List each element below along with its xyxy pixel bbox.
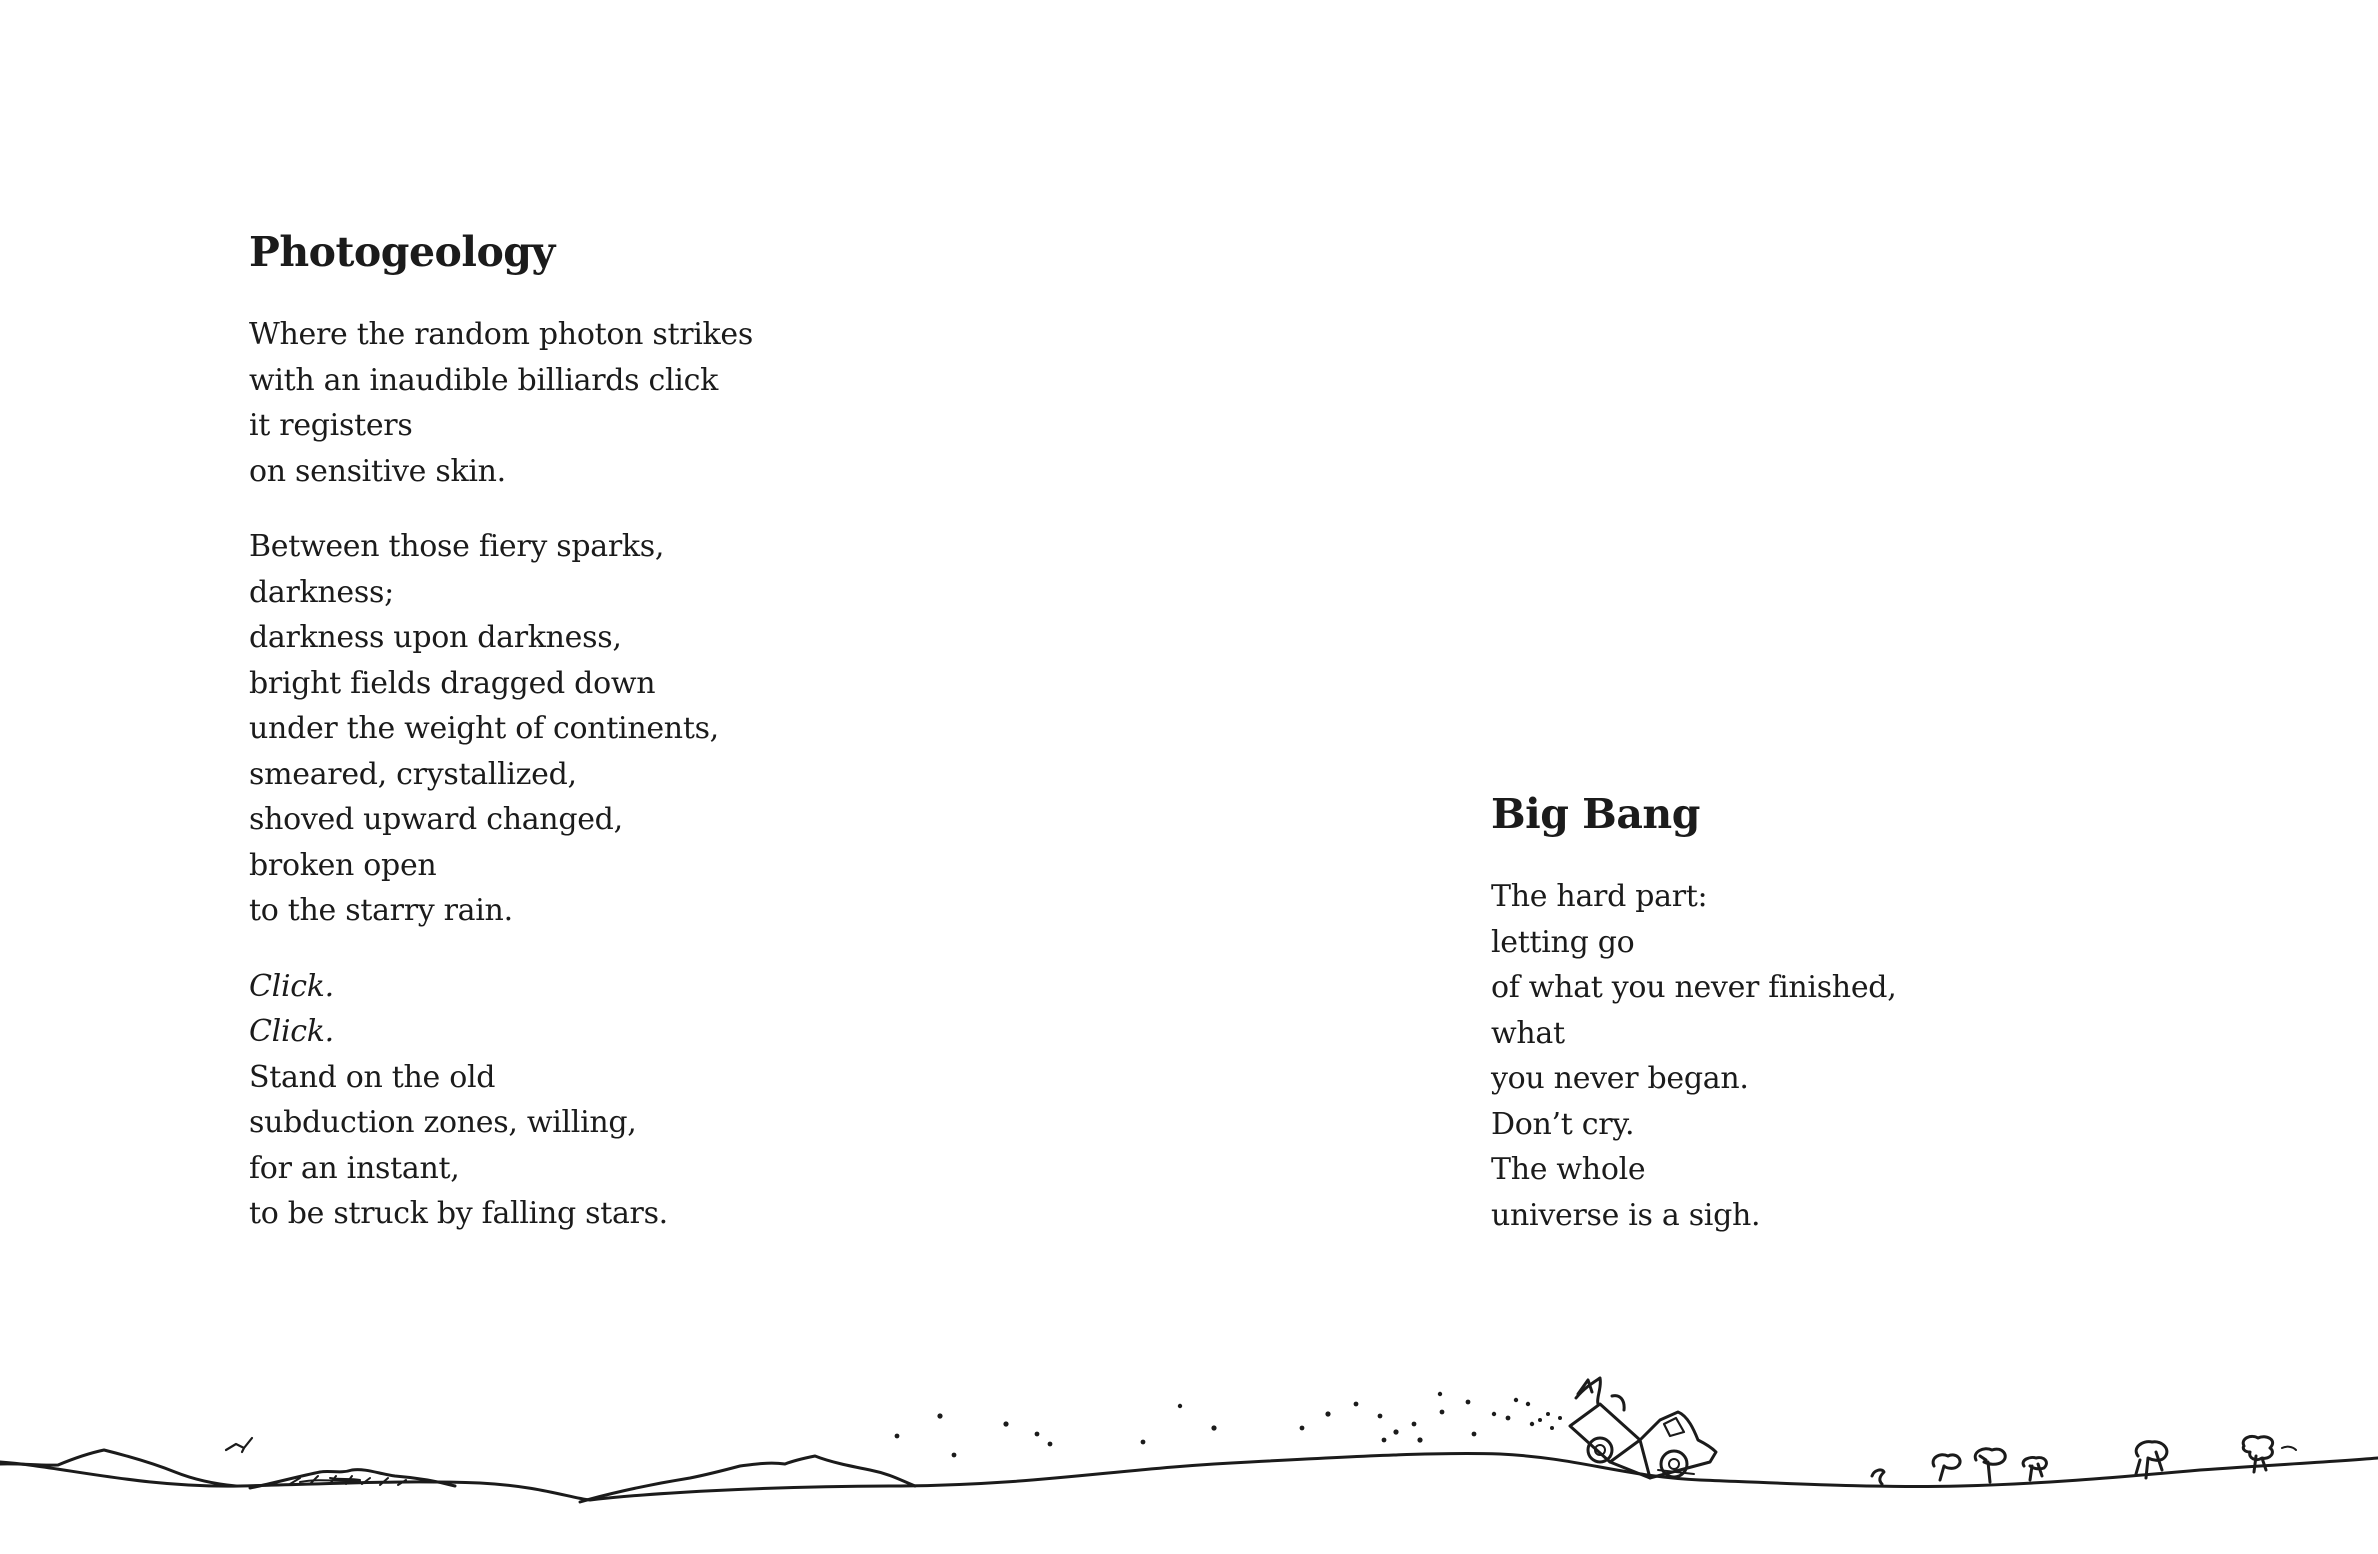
poem-line: shoved upward changed, [249,802,623,837]
poem-line: subduction zones, willing, [249,1105,637,1140]
poem-line: under the weight of continents, [249,711,719,746]
tree-icon [1975,1449,2005,1482]
landscape-illustration [0,1340,2378,1554]
bird-icon [226,1438,252,1452]
poem-line-italic: Click. [249,1014,334,1049]
poem-line: bright fields dragged down [249,665,656,701]
poem-line: letting go [1491,924,1635,960]
shrub-icon [1872,1470,1884,1484]
poem-line: broken open [249,847,437,883]
stanza [1491,874,2251,1238]
poem-line: Stand on the old [249,1059,496,1095]
stanza [249,524,1009,934]
poem-line: to be struck by falling stars. [249,1196,668,1231]
tree-icon [2023,1457,2046,1480]
poem-line: it registers [249,408,413,443]
poem-line: what [1491,1015,1565,1051]
poem-line: Between those fiery sparks, [249,529,665,564]
poem-line: to the starry rain. [249,893,513,928]
poem-photogeology [249,222,1009,1267]
poem-big-bang [1491,784,2251,1268]
stanza [249,964,1009,1237]
stanza [249,312,1009,494]
ground-line [0,1453,2378,1500]
poem-line: universe is a sigh. [1491,1197,1761,1233]
tree-icon [1933,1455,1960,1480]
shrubs-and-trees [1872,1436,2296,1484]
poem-line: you never began. [1491,1061,1749,1096]
poem-line: The whole [1491,1152,1646,1187]
poem-title: Photogeology [249,228,555,276]
poem-line: Don’t cry. [1491,1106,1635,1142]
mountain-range-left [0,1450,236,1486]
poem-line: Where the random photon strikes [249,317,753,352]
poem-line: on sensitive skin. [249,453,506,489]
poem-line: for an instant, [249,1150,460,1186]
poem-line: The hard part: [1491,879,1708,914]
flying-debris [895,1392,1562,1458]
dump-truck-icon [1570,1378,1716,1478]
poem-line: with an inaudible billiards click [249,362,718,398]
poem-line: darkness; [249,574,394,610]
poem-line: of what you never finished, [1491,970,1897,1005]
poem-line: smeared, crystallized, [249,756,577,792]
poem-title: Big Bang [1491,790,1700,838]
poem-line-italic: Click. [249,968,334,1004]
poem-line: darkness upon darkness, [249,620,622,655]
